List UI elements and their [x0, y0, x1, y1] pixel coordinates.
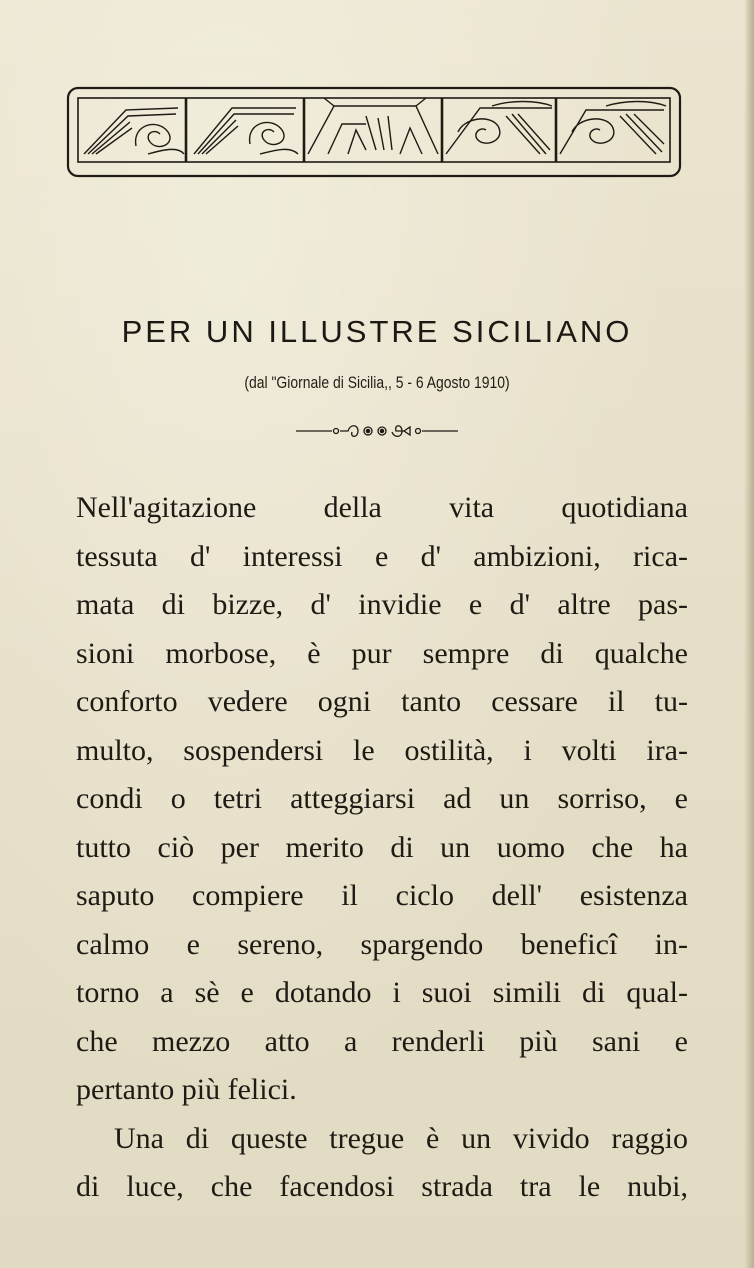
text-line: tutto ciò per merito di un uomo che ha: [76, 830, 688, 864]
text-line: pertanto più felici.: [76, 1073, 297, 1106]
text-line: Una di queste tregue è un vivido raggio: [114, 1121, 688, 1155]
page-edge: [744, 0, 754, 1268]
body-paragraphs: [76, 484, 688, 1212]
text-line: torno a sè e dotando i suoi simili di qual-: [76, 976, 688, 1009]
text-line: saputo compiere il ciclo dell' esistenza: [76, 879, 688, 912]
text-line: mata di bizze, d' invidie e d' altre pas-: [76, 588, 688, 621]
page-title: PER UN ILLUSTRE SICILIANO: [121, 314, 633, 349]
text-line: multo, sospendersi le ostilità, i volti ira-: [76, 733, 688, 767]
text-line: tessuta d' interessi e d' ambizioni, rica-: [76, 539, 688, 573]
text-line: condi o tetri atteggiarsi ad un sorriso, e: [76, 782, 688, 815]
text-line: di luce, che facendosi strada tra le nubi,: [76, 1170, 688, 1203]
text-line: sioni morbose, è pur sempre di qualche: [76, 636, 688, 670]
text-line: calmo e sereno, spargendo beneficî in-: [76, 927, 688, 961]
decorative-rule-flourish-icon: [296, 420, 458, 442]
text-line: conforto vedere ogni tanto cessare il tu-: [76, 685, 688, 718]
text-line: che mezzo atto a renderli più sani e: [76, 1024, 688, 1058]
text-line: Nell'agitazione della vita quotidiana: [76, 491, 688, 524]
source-citation: (dal "Giornale di Sicilia,, 5 - 6 Agosto 1910): [244, 373, 510, 392]
art-nouveau-headpiece-icon: [66, 84, 682, 180]
